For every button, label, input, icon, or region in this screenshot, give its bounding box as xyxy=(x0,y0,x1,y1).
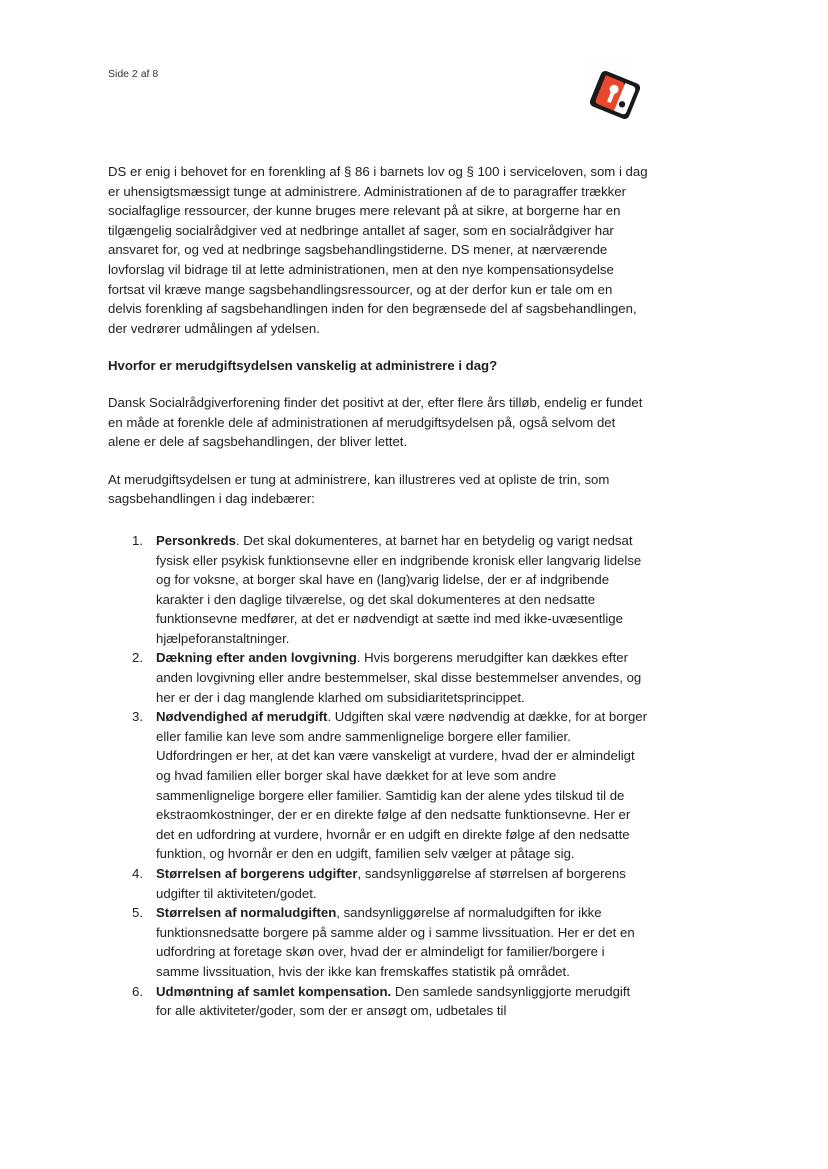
list-item-title: Størrelsen af borgerens udgifter xyxy=(156,866,358,881)
intro-paragraph: DS er enig i behovet for en forenkling af § 86 i barnets lov og § 100 i serviceloven, som i dag er uhensigtsmæssigt tunge at administrere. Administrationen af de to paragraffer trækker socialfaglige ressourcer, der kunne bruges mere relevant på at sikre, at borgerne har en tilgængelig socialrådgiver ved at nedbringe antallet af sager, som en socialrådgiver har ansvaret for, og ved at nedbringe sagsbehandlingstiderne. DS mener, at nærværende lovforslag vil bidrage til at lette administrationen, men at den nye kompensationsydelse fortsat vil kræve mange sagsbehandlingsressourcer, og at der derfor kun er tale om en delvis forenkling af sagsbehandlingen inden for den begrænsede del af sagsbehandlingen, der vedrører udmålingen af ydelsen. xyxy=(108,164,648,336)
list-item-text: Den samlede sandsynliggjorte merudgift for alle aktiviteter/goder, som der er ansøgt om, udbetales til xyxy=(156,983,631,1019)
list-item-number: 3. xyxy=(132,709,143,725)
page-number: Side 2 af 8 xyxy=(108,68,159,80)
list-item xyxy=(132,531,648,649)
list-item-text: . Udgiften skal være nødvendig at dække, for at borger eller familie kan leve som andre sammenlignelige borgere eller familier. Udfordringen er her, at det kan være vanskeligt at vurdere, hvad der er almindeligt og hvad familien eller borger skal have dækket for at leve som andre sammenlignelige borgere eller familier. Samtidig kan der alene ydes tilskud til de ekstraomkostninger, der er en direkte følge af den nedsatte funktionsevne. Her er det en udfordring at vurdere, hvornår er en udgift en direkte følge af den nedsatte funktion, og hvornår er den en udgift, familien selv vælger at påtage sig. xyxy=(156,709,648,862)
list-item-text: . Det skal dokumenteres, at barnet har en betydelig og varigt nedsat fysisk eller psykisk funktionsevne eller en indgribende kronisk eller langvarig lidelse og for voksne, at borger skal have en (lang)varig lidelse, der er af indgribende karakter i den daglige tilværelse, og det skal dokumenteres at den nedsatte funktionsevne medfører, at det er nødvendigt at sætte ind med ikke-uvæsentlige hjælpeforanstaltninger. xyxy=(156,532,642,646)
list-item-title: Personkreds xyxy=(156,532,236,548)
list-item xyxy=(132,707,648,864)
list-item xyxy=(132,864,648,903)
list-item xyxy=(132,648,648,707)
list-item-number: 6. xyxy=(132,983,143,999)
list-item-number: 5. xyxy=(132,905,143,921)
body-paragraph: At merudgiftsydelsen er tung at administrere, kan illustreres ved at opliste de trin, som sagsbehandlingen i dag indebærer: xyxy=(108,471,610,507)
steps-list xyxy=(108,531,648,1021)
list-item-title: Udmøntning af samlet kompensation. xyxy=(156,983,392,999)
list-item-text: , sandsynliggørelse af normaludgiften for ikke funktionsnedsatte borgere på samme alder og i samme livssituation. Her er det en udfordring at foretage skøn over, hvad der er almindeligt for familier/borgere i samme livssituation, hvis der ikke kan fremskaffes statistik på området. xyxy=(156,905,635,979)
list-item-text: . Hvis borgerens merudgifter kan dækkes efter anden lovgivning eller andre bestemmelser, skal disse bestemmelser anvendes, og her er der i dag manglende klarhed om subsidiaritetsprincippet. xyxy=(156,650,642,705)
list-item xyxy=(132,982,648,1021)
list-item-title: Nødvendighed af merudgift xyxy=(156,709,328,725)
section-heading: Hvorfor er merudgiftsydelsen vanskelig at administrere i dag? xyxy=(108,358,498,374)
ds-logo-icon xyxy=(582,66,648,124)
list-item-number: 4. xyxy=(132,866,143,881)
list-item-number: 1. xyxy=(132,532,143,548)
letter-body xyxy=(108,162,648,1021)
list-item-text: , sandsynliggørelse af størrelsen af borgerens udgifter til aktiviteten/godet. xyxy=(156,866,626,901)
list-item-title: Dækning efter anden lovgivning xyxy=(156,650,357,666)
list-item xyxy=(132,903,648,981)
body-paragraph: Dansk Socialrådgiverforening finder det positivt at der, efter flere års tilløb, endelig er fundet en måde at forenkle dele af administrationen af merudgiftsydelsen på, også selvom det alene er dele af sagsbehandlingen, der bliver lettet. xyxy=(108,394,643,450)
list-item-number: 2. xyxy=(132,650,143,666)
list-item-title: Størrelsen af normaludgiften xyxy=(156,905,337,921)
